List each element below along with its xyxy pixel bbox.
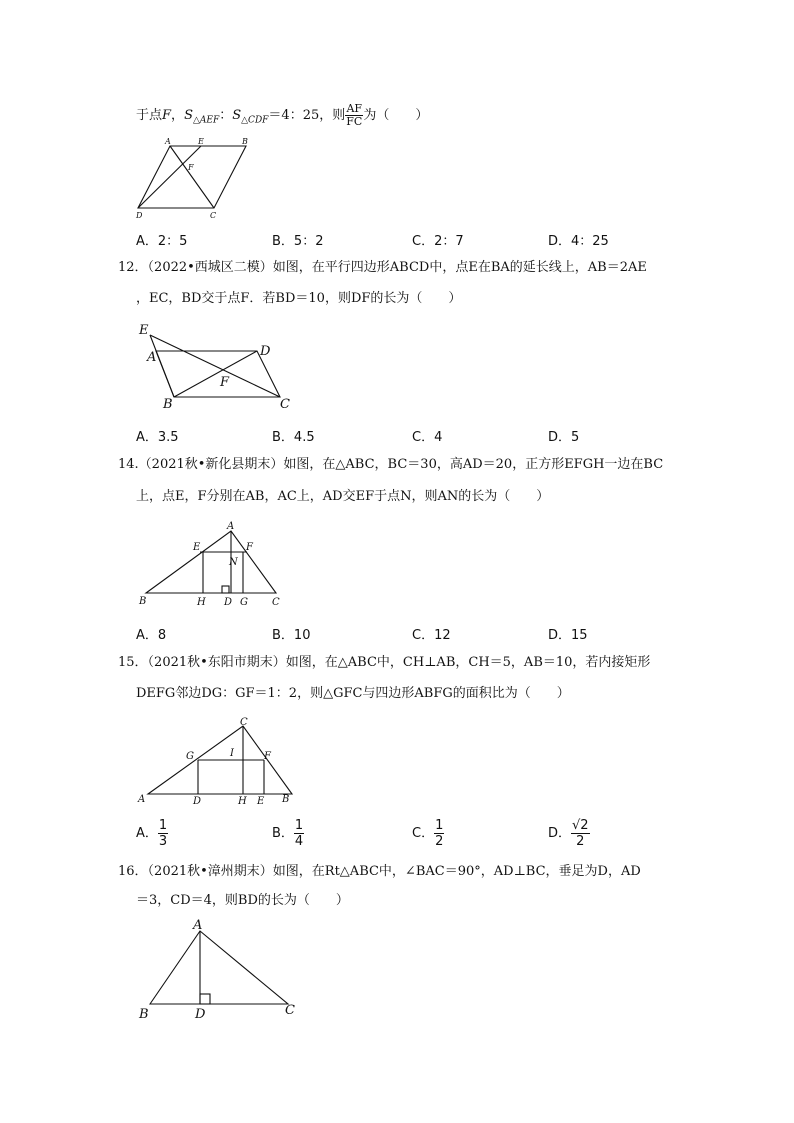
q11-option-b[interactable]: B．5：2 xyxy=(272,234,324,249)
svg-text:C: C xyxy=(280,397,290,412)
svg-text:E: E xyxy=(139,323,149,338)
svg-text:A: A xyxy=(227,521,235,532)
q16-figure xyxy=(130,915,305,1025)
svg-text:G: G xyxy=(186,751,194,762)
svg-text:F: F xyxy=(188,163,194,172)
svg-text:A: A xyxy=(138,794,146,805)
q11-option-c[interactable]: C．2：7 xyxy=(412,234,464,249)
svg-text:C: C xyxy=(210,211,217,220)
q12-option-c[interactable]: C．4 xyxy=(412,430,443,445)
svg-text:C: C xyxy=(240,717,248,728)
svg-text:E: E xyxy=(193,542,201,553)
svg-text:D: D xyxy=(224,597,233,608)
q14-figure xyxy=(130,515,300,610)
svg-text:F: F xyxy=(246,542,253,553)
q14-option-d[interactable]: D．15 xyxy=(548,628,588,643)
svg-text:F: F xyxy=(264,751,271,762)
q11-fraction: $\frac{AF}{FC}$ xyxy=(346,102,363,128)
svg-text:B: B xyxy=(139,1007,149,1022)
q15-stem-line1: 15．（2021秋•东阳市期末）如图，在△ABC中，CH⊥AB，CH＝5，AB＝10，若内接矩形 xyxy=(118,655,651,670)
q11-option-a[interactable]: A．2：5 xyxy=(136,234,188,249)
q14-option-c[interactable]: C．12 xyxy=(412,628,451,643)
svg-text:G: G xyxy=(240,597,248,608)
q15-option-a[interactable]: A． $\frac{1}{3}$ xyxy=(136,818,168,849)
q12-option-d[interactable]: D．5 xyxy=(548,430,580,445)
svg-text:A: A xyxy=(147,350,157,365)
q16-stem-line2: ＝3，CD＝4，则BD的长为（ ） xyxy=(136,893,349,908)
svg-text:C: C xyxy=(272,597,280,608)
q14-option-b[interactable]: B．10 xyxy=(272,628,311,643)
q15-option-b[interactable]: B． $\frac{1}{4}$ xyxy=(272,818,304,849)
svg-text:D: D xyxy=(195,1007,206,1022)
svg-text:A: A xyxy=(165,138,171,146)
q12-figure xyxy=(130,320,305,415)
q12-option-a[interactable]: A．3.5 xyxy=(136,430,179,445)
svg-text:B: B xyxy=(163,397,173,412)
svg-text:D: D xyxy=(136,211,143,220)
svg-text:N: N xyxy=(229,557,238,568)
q11-option-d[interactable]: D．4：25 xyxy=(548,234,609,249)
svg-text:B: B xyxy=(242,138,248,146)
q16-stem-line1: 16．（2021秋•漳州期末）如图，在Rt△ABC中，∠BAC＝90°，AD⊥BC，垂足为D，AD xyxy=(118,864,641,879)
q12-stem-line2: ，EC，BD交于点F．若BD＝10，则DF的长为（ ） xyxy=(136,291,462,306)
q15-stem-line2: DEFG邻边DG：GF＝1：2，则△GFC与四边形ABFG的面积比为（ ） xyxy=(136,686,570,701)
q12-stem-line1: 12．（2022•西城区二模）如图，在平行四边形ABCD中，点E在BA的延长线上，AB＝2AE xyxy=(118,260,647,275)
svg-text:E: E xyxy=(198,138,204,146)
q15-figure xyxy=(130,712,300,807)
svg-text:F: F xyxy=(220,375,230,390)
svg-text:D: D xyxy=(260,344,271,359)
svg-text:H: H xyxy=(238,796,247,807)
q15-option-d[interactable]: D． $\frac{√2}{2}$ xyxy=(548,818,589,849)
svg-text:C: C xyxy=(285,1003,295,1018)
q11-figure xyxy=(130,138,260,223)
svg-text:D: D xyxy=(193,796,202,807)
svg-text:E: E xyxy=(257,796,265,807)
svg-text:I: I xyxy=(230,748,234,759)
q12-option-b[interactable]: B．4.5 xyxy=(272,430,315,445)
q14-stem-line1: 14.（2021秋•新化县期末）如图，在△ABC，BC＝30，高AD＝20，正方形EFGH一边在BC xyxy=(118,457,664,472)
q15-option-c[interactable]: C． $\frac{1}{2}$ xyxy=(412,818,444,849)
svg-text:H: H xyxy=(197,597,206,608)
q14-stem-line2: 上，点E，F分别在AB，AC上，AD交EF于点N，则AN的长为（ ） xyxy=(136,489,550,504)
q11-stem: 于点F，$S_{\triangle AEF}$：$S_{\triangle CDF}=4$：25，则 $\frac{AF}{FC}$ 为（ ） xyxy=(136,102,429,128)
svg-text:B: B xyxy=(139,596,147,607)
svg-text:B: B xyxy=(282,794,290,805)
svg-text:A: A xyxy=(193,918,203,933)
q14-option-a[interactable]: A．8 xyxy=(136,628,167,643)
